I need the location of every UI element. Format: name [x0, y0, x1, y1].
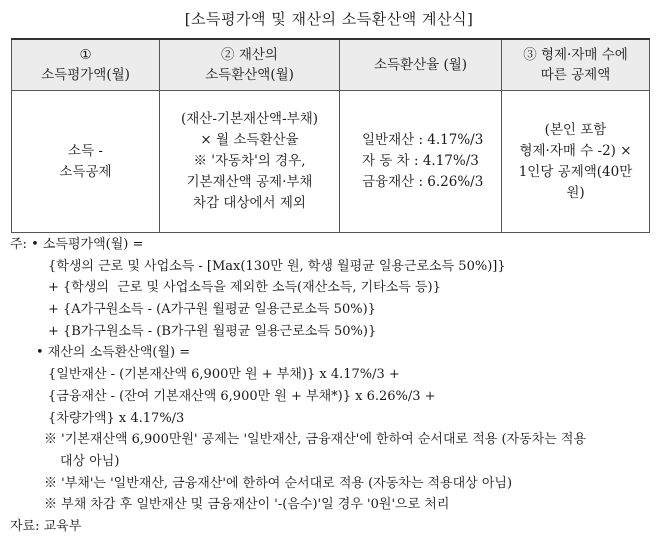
note-line: 주: • 소득평가액(월) = — [10, 237, 144, 252]
table-header-row — [12, 39, 650, 91]
note-line: • 재산의 소득환산액(월) = — [36, 345, 191, 361]
cell-property-conversion: (재산-기본재산액-부채) × 월 소득환산율 ※ '자동차'의 경우, 기본재산액 공제·부채 차감 대상에서 제외 — [160, 91, 340, 233]
rate-financial-property: 금융재산 : 6.26%/3 — [362, 174, 484, 190]
cell-sibling-deduction: (본인 포함 형제·자매 수 -2) × 1인당 공제액(40만 원) — [502, 91, 650, 233]
cell-conversion-rate — [340, 91, 502, 233]
note-line: 대상 아님) — [60, 453, 120, 469]
note-line: {금융재산 - (잔여 기본재산액 6,900만 원 + 부채*)} x 6.26%/3 + — [48, 388, 436, 404]
note-line: {일반재산 - (기본재산액 6,900만 원 + 부채)} x 4.17%/3 + — [48, 367, 400, 383]
header-conversion-rate: 소득환산율 (월) — [340, 39, 502, 91]
calculation-table — [11, 38, 650, 233]
note-line: ※ '기본재산액 6,900만원' 공제는 '일반재산, 금융재산'에 한하여 순서대로 적용 (자동차는 적용 — [44, 432, 587, 448]
note-line: + {학생의 근로 및 사업소득을 제외한 소득(재산소득, 기타소득 등)} — [48, 280, 441, 296]
note-line: {학생의 근로 및 사업소득 - [Max(130만 원, 학생 월평균 일용근로소득 50%)]} — [48, 258, 506, 274]
header-sibling-deduction: ③ 형제·자매 수에 따른 공제액 — [502, 39, 650, 91]
header-income-evaluation: ① 소득평가액(월) — [12, 39, 160, 91]
header-property-conversion: ② 재산의 소득환산액(월) — [160, 39, 340, 91]
notes-section — [8, 234, 653, 538]
table-row — [12, 91, 650, 233]
source-line: 자료: 교육부 — [10, 518, 82, 534]
note-line: + {A가구원소득 - (A가구원 월평균 일용근로소득 50%)} — [48, 302, 376, 318]
rate-vehicle: 자 동 차 : 4.17%/3 — [362, 153, 479, 169]
note-line: ※ '부채'는 '일반재산, 금융재산'에 한하여 순서대로 적용 (자동차는 적용대상 아님) — [44, 475, 513, 491]
page-title: [소득평가액 및 재산의 소득환산액 계산식] — [184, 10, 474, 28]
cell-income-evaluation: 소득 - 소득공제 — [12, 91, 160, 233]
note-line: {차량가액} x 4.17%/3 — [48, 410, 185, 426]
note-line: + {B가구원소득 - (B가구원 월평균 일용근로소득 50%)} — [48, 323, 377, 339]
note-line: ※ 부채 차감 후 일반재산 및 금융재산이 '-(음수)'일 경우 '0원'으로 처리 — [44, 497, 450, 513]
rate-general-property: 일반재산 : 4.17%/3 — [362, 132, 484, 148]
